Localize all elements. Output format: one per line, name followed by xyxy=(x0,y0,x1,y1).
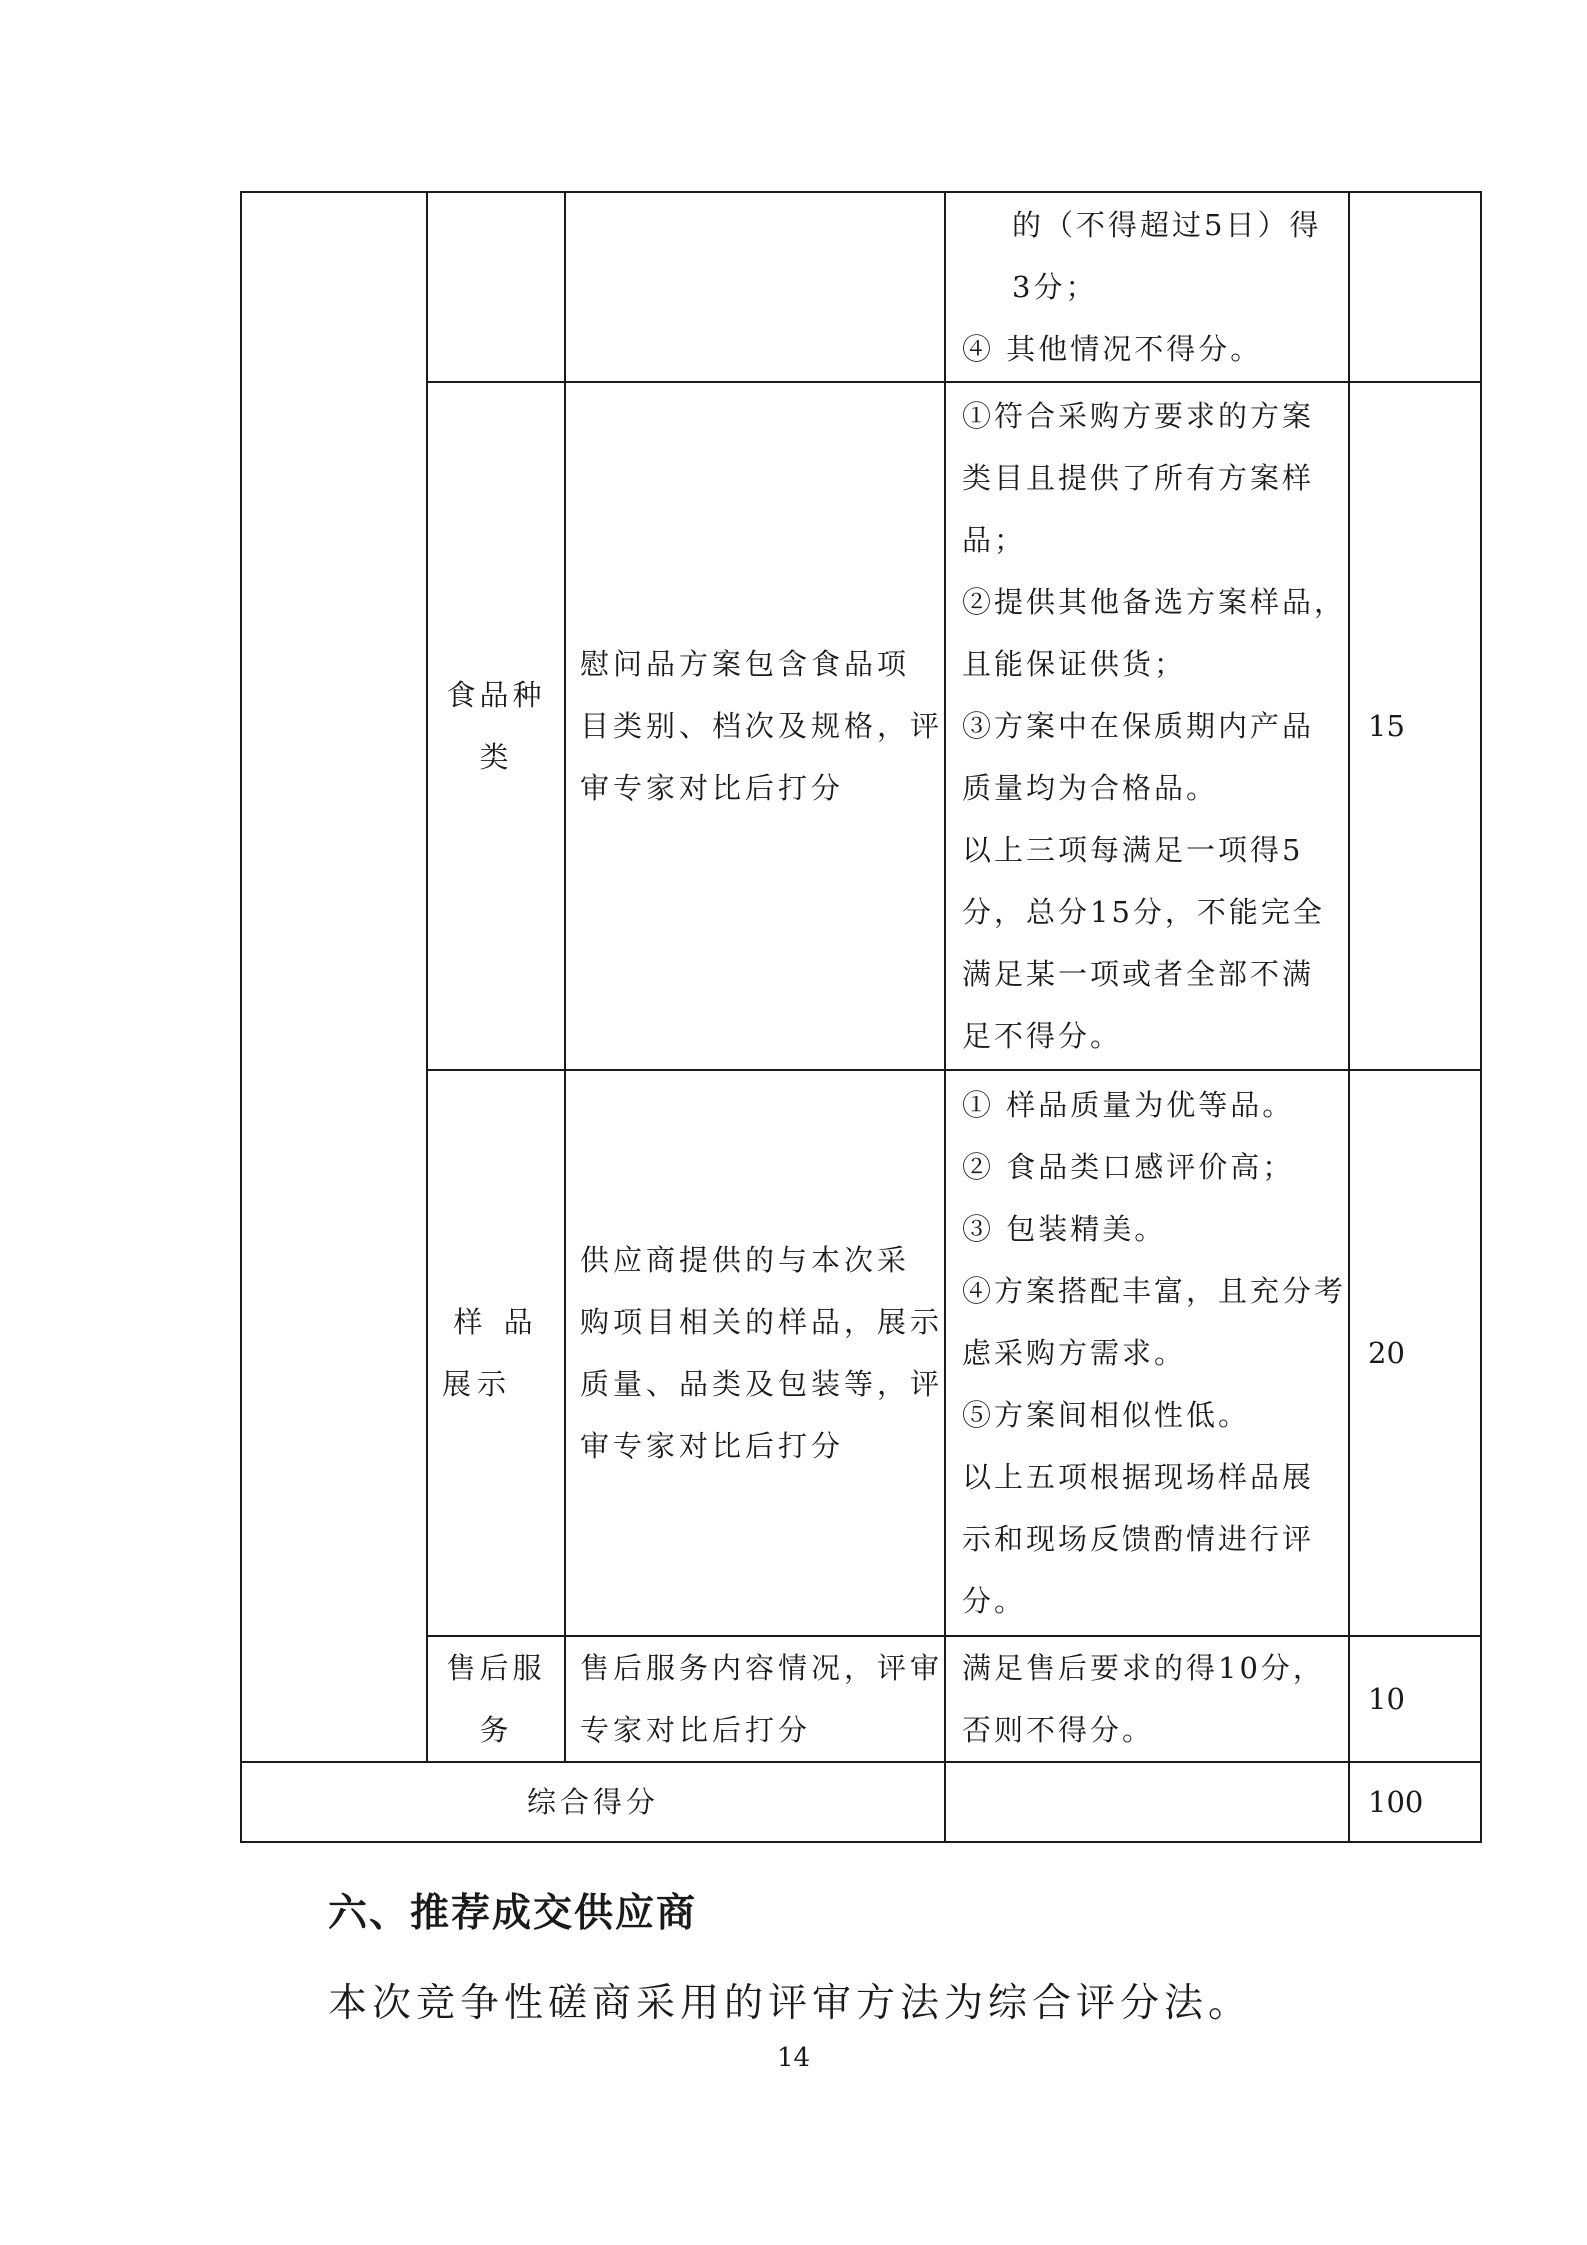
body-paragraph: 本次竞争性磋商采用的评审方法为综合评分法。 xyxy=(328,1981,1253,2026)
item-label: 食品种 类 xyxy=(446,678,546,774)
criteria-line: ④ 其他情况不得分。 xyxy=(962,332,1263,366)
content-line: 购项目相关的样品，展示 xyxy=(580,1305,944,1339)
total-row xyxy=(241,1762,1481,1842)
criteria-line: 的（不得超过5日）得 xyxy=(1012,208,1322,242)
criteria-line: 以上三项每满足一项得5 xyxy=(962,833,1304,867)
item-cell xyxy=(427,1070,565,1636)
table-row xyxy=(241,1636,1481,1762)
total-score-cell xyxy=(1349,1762,1481,1842)
criteria-line: 品； xyxy=(962,523,1027,557)
score-value: 10 xyxy=(1368,1682,1405,1716)
total-criteria-cell xyxy=(945,1762,1349,1842)
criteria-line: 虑采购方需求。 xyxy=(962,1336,1187,1370)
total-score: 100 xyxy=(1368,1785,1424,1819)
criteria-line: ③ 包装精美。 xyxy=(962,1212,1167,1246)
score-value: 20 xyxy=(1368,1336,1405,1370)
table-row xyxy=(241,382,1481,1070)
criteria-line: ④方案搭配丰富，且充分考 xyxy=(962,1274,1347,1308)
content-line: 质量、品类及包装等，评 xyxy=(580,1367,944,1401)
item-cell xyxy=(427,382,565,1070)
content-cell xyxy=(565,1636,945,1762)
criteria-line: 类目且提供了所有方案样 xyxy=(962,461,1315,495)
content-cell xyxy=(565,192,945,382)
criteria-cell xyxy=(945,1070,1349,1636)
criteria-line: 分，总分15分，不能完全 xyxy=(962,895,1325,929)
criteria-line: 质量均为合格品。 xyxy=(962,771,1219,805)
content-line: 供应商提供的与本次采 xyxy=(580,1243,911,1277)
score-cell xyxy=(1349,1636,1481,1762)
criteria-line: 3分； xyxy=(1012,270,1098,304)
content-line: 专家对比后打分 xyxy=(580,1713,812,1747)
content-line: 审专家对比后打分 xyxy=(580,771,845,805)
item-cell xyxy=(427,192,565,382)
item-cell xyxy=(427,1636,565,1762)
scoring-table xyxy=(240,191,1482,1843)
section-heading: 六、推荐成交供应商 xyxy=(328,1891,698,1936)
criteria-line: ② 食品类口感评价高； xyxy=(962,1150,1295,1184)
criteria-line: ① 样品质量为优等品。 xyxy=(962,1088,1295,1122)
criteria-line: ②提供其他备选方案样品， xyxy=(962,585,1347,619)
criteria-line: 示和现场反馈酌情进行评 xyxy=(962,1522,1315,1556)
score-value: 15 xyxy=(1368,709,1405,743)
total-label-cell xyxy=(241,1762,945,1842)
criteria-line: ③方案中在保质期内产品 xyxy=(962,709,1315,743)
criteria-line: ⑤方案间相似性低。 xyxy=(962,1398,1251,1432)
criteria-line: 否则不得分。 xyxy=(962,1713,1155,1747)
content-line: 慰问品方案包含食品项 xyxy=(580,647,911,681)
table-row xyxy=(241,192,1481,382)
page-number: 14 xyxy=(776,2043,811,2073)
criteria-line: 分。 xyxy=(962,1584,1027,1618)
criteria-cell xyxy=(945,192,1349,382)
criteria-line: 足不得分。 xyxy=(962,1019,1123,1053)
table-row xyxy=(241,1070,1481,1636)
score-cell xyxy=(1349,192,1481,382)
content-line: 审专家对比后打分 xyxy=(580,1429,845,1463)
criteria-cell xyxy=(945,1636,1349,1762)
total-label: 综合得分 xyxy=(526,1785,659,1819)
criteria-cell xyxy=(945,382,1349,1070)
content-line: 售后服务内容情况，评审 xyxy=(580,1651,944,1685)
criteria-line: 满足售后要求的得10分， xyxy=(962,1651,1325,1685)
item-label: 售后服 务 xyxy=(446,1651,546,1747)
criteria-line: 且能保证供货； xyxy=(962,647,1187,681)
criteria-line: ①符合采购方要求的方案 xyxy=(962,399,1315,433)
item-label: 样 品 展示 xyxy=(442,1305,539,1401)
score-cell xyxy=(1349,382,1481,1070)
score-cell xyxy=(1349,1070,1481,1636)
content-line: 目类别、档次及规格，评 xyxy=(580,709,944,743)
content-cell xyxy=(565,1070,945,1636)
content-cell xyxy=(565,382,945,1070)
criteria-line: 以上五项根据现场样品展 xyxy=(962,1460,1315,1494)
criteria-line: 满足某一项或者全部不满 xyxy=(962,957,1315,991)
category-cell xyxy=(241,192,427,1762)
